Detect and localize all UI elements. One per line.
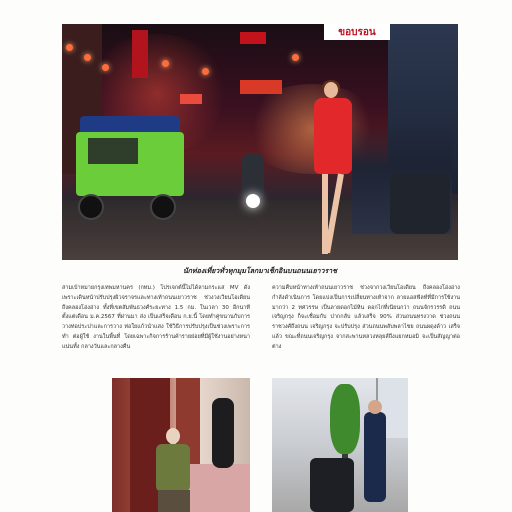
headlight [246, 194, 260, 208]
lantern-icon [292, 54, 299, 61]
tuk-tuk [76, 116, 186, 220]
photo-street-police [272, 378, 408, 512]
parked-motorbike [390, 174, 450, 234]
hero-photo [62, 24, 458, 260]
photo-old-man-sidewalk [112, 378, 250, 512]
woman-in-red-dress [308, 82, 358, 258]
lantern-icon [202, 68, 209, 75]
seated-old-man [152, 428, 192, 512]
vertical-sign [132, 30, 148, 78]
article-column-left: สามเบ้าหมายกรุงเทพมหานคร (กทม.) โปรเจกต์นี้ไม่ได้ลามกระแส MV ดัง เพราะเดินหน้าปรับปรุงผิวจราจรและทางเท้าถนนเยาวราช ช่วงวงเวียนโอเดียนถึงคลองโอ่งอ่าง ทั้งที่เขตสัมพันธวงศ์ระยะทาง 1.5 กม. ในเวลา 30 อีกนาที ตั้งแต่เดือน ม.ค.2567 ที่ผ่านมา ส่ง เป็นเสร็จเดือน ก.ย.นี้ โดยทำคู่ขนานกับการวางท่อประปาและการวาง ท่อใยแก้วนำแสง ใช้วิธีการปรับปรุงเป็นช่วงเพราะการทำ ต่อผู้ใช้ งานในพื้นที่ โดยเฉพาะกิจการร้านค้ารายย่อยที่มีผู้ใช้งานอย่างหนาแน่นทั้ง กลางวันและกลางคืน [62, 285, 250, 350]
police-officer [364, 412, 386, 502]
motorbike [310, 458, 354, 512]
lantern-icon [162, 60, 169, 67]
neon-sign [180, 94, 202, 104]
article-column-right: ความคืบหน้าทางเท้าถนนเยาวราช ช่วงจากวงเวียนโอเดียน ถึงคลองโอ่งอ่างกำลังดำเนินการ โดยแบ่งเป็นการเปลี่ยนทางเท้าจาก ลายแอสฟัลท์ที่มีการใช้งานมากว่า 2 ทศวรรษ เป็นลายดอกไม้หิน ดอกไก่ที่เนียนกว่า ถนนจักรวรรดิ ถนนเจริญกรุง ก็จะเชื่อมกับ ปากกลับ แล้วเสร็จ 90% ส่วนถนนทรงวาด ช่วงถนนราชวงศ์ถึงถนน เจริญกรุง จะปรับปรุง ส่วนถนนพลับพลาไชย ถนนผดุงด้าว เสร็จแล้ว ขณะที่ถนนเจริญกรุง จากสะพานหลวงหลุยส์ถึงแยกหมอมิ จะเป็นสัญญาต่อต่าง [272, 285, 460, 350]
lantern-icon [84, 54, 91, 61]
pink-sidewalk [182, 464, 250, 512]
neon-sign [240, 32, 266, 44]
pedestrian [212, 398, 234, 468]
neon-sign [240, 80, 282, 94]
lantern-icon [66, 44, 73, 51]
shop-sign: ขอบรอน [324, 24, 390, 40]
lantern-icon [102, 64, 109, 71]
photo-caption: นักท่องเที่ยวทั่วทุกมุมโลกมาเช็กอินบนถนนเยาวราช [183, 267, 337, 275]
